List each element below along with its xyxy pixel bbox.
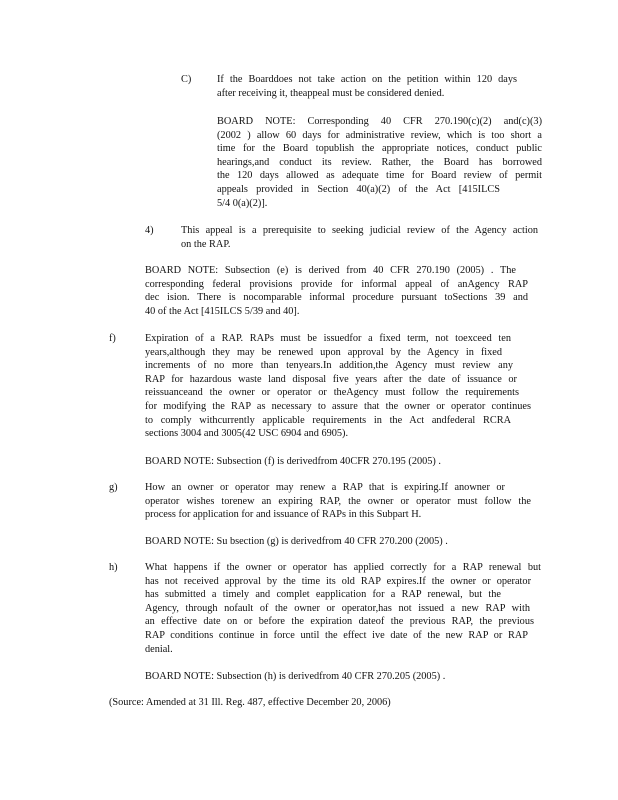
text-line: has not received approval by the time its old RAP expires.If the owner or operator <box>145 575 531 587</box>
text-line: What happens if the owner or operator has applied correctly for a RAP renewal but <box>145 562 541 573</box>
board-note-c <box>217 115 542 210</box>
text-line: corresponding federal provisions provide for informal appeal of anAgency RAP <box>145 278 528 290</box>
text-line: sections 3004 and 3005(42 USC 6904 and 6905). <box>145 428 349 440</box>
text-line: the 120 days allowed as adequate time for Board review of permit <box>217 170 542 182</box>
source-note: (Source: Amended at 31 Ill. Reg. 487, effective December 20, 2006) <box>109 697 391 708</box>
text-line: increments of no more than tenyears.In addition,the Agency must review any <box>145 360 513 372</box>
item-c-label: C) <box>181 74 192 85</box>
text-line: RAP for hazardous waste land disposal five years after the date of issuance or <box>145 373 517 385</box>
text-line: BOARD NOTE: Subsection (e) is derived from 40 CFR 270.190 (2005) . The <box>145 265 516 276</box>
text-line: dec ision. There is nocomparable informal procedure pursuant toSections 39 and <box>145 292 528 304</box>
item-g-label: g) <box>109 482 118 493</box>
text-line: years,although they may be renewed upon approval by the Agency in fixed <box>145 346 502 358</box>
text-line: time for the Board topublish the appropriate notices, conduct public <box>217 143 542 155</box>
item-h-label: h) <box>109 562 118 573</box>
text-line: process for application for and issuance of RAPs in this Subpart H. <box>145 509 422 521</box>
text-line: (2002 ) allow 60 days for administrative review, which is too short a <box>217 129 542 141</box>
text-line: If the Boarddoes not take action on the petition within 120 days <box>217 74 517 85</box>
text-line: after receiving it, theappeal must be considered denied. <box>217 87 445 99</box>
board-note-h: BOARD NOTE: Subsection (h) is derivedfrom 40 CFR 270.205 (2005) . <box>145 671 446 682</box>
item-f-text <box>145 332 531 441</box>
item-h-text <box>145 561 541 656</box>
board-note-g: BOARD NOTE: Su bsection (g) is derivedfrom 40 CFR 270.200 (2005) . <box>145 536 448 547</box>
item-4-label: 4) <box>145 225 154 236</box>
text-line: to comply withcurrently applicable requirements in the Act andfederal RCRA <box>145 414 511 426</box>
item-4-text <box>181 224 538 251</box>
item-f-label: f) <box>109 333 116 344</box>
text-line: an effective date on or before the expiration dateof the previous RAP, the previous <box>145 616 534 628</box>
text-line: BOARD NOTE: Corresponding 40 CFR 270.190(c)(2) and(c)(3) <box>217 116 542 127</box>
item-c-text <box>217 73 517 100</box>
text-line: reissuanceand the owner or operator or theAgency must follow the requirements <box>145 387 519 399</box>
text-line: has submitted a timely and complet eapplication for a RAP renewal, but the <box>145 589 501 601</box>
text-line: appeals provided in Section 40(a)(2) of the Act [415ILCS <box>217 183 500 195</box>
text-line: How an owner or operator may renew a RAP that is expiring.If anowner or <box>145 482 505 493</box>
item-g-text <box>145 481 531 522</box>
text-line: This appeal is a prerequisite to seeking judicial review of the Agency action <box>181 225 538 236</box>
text-line: RAP conditions continue in force until the effect ive date of the new RAP or RAP <box>145 629 528 641</box>
board-note-f: BOARD NOTE: Subsection (f) is derivedfrom 40CFR 270.195 (2005) . <box>145 456 442 467</box>
text-line: for modifying the RAP as necessary to assure that the owner or operator continues <box>145 400 531 412</box>
text-line: 5/4 0(a)(2)]. <box>217 197 268 209</box>
text-line: operator wishes torenew an expiring RAP, the owner or operator must follow the <box>145 495 531 507</box>
board-note-e <box>145 264 528 318</box>
text-line: 40 of the Act [415ILCS 5/39 and 40]. <box>145 305 300 317</box>
text-line: Agency, through nofault of the owner or operator,has not issued a new RAP with <box>145 602 530 614</box>
text-line: denial. <box>145 643 173 655</box>
text-line: hearings,and conduct its review. Rather, the Board has borrowed <box>217 156 542 168</box>
text-line: Expiration of a RAP. RAPs must be issuedfor a fixed term, not toexceed ten <box>145 333 511 344</box>
text-line: on the RAP. <box>181 238 231 250</box>
